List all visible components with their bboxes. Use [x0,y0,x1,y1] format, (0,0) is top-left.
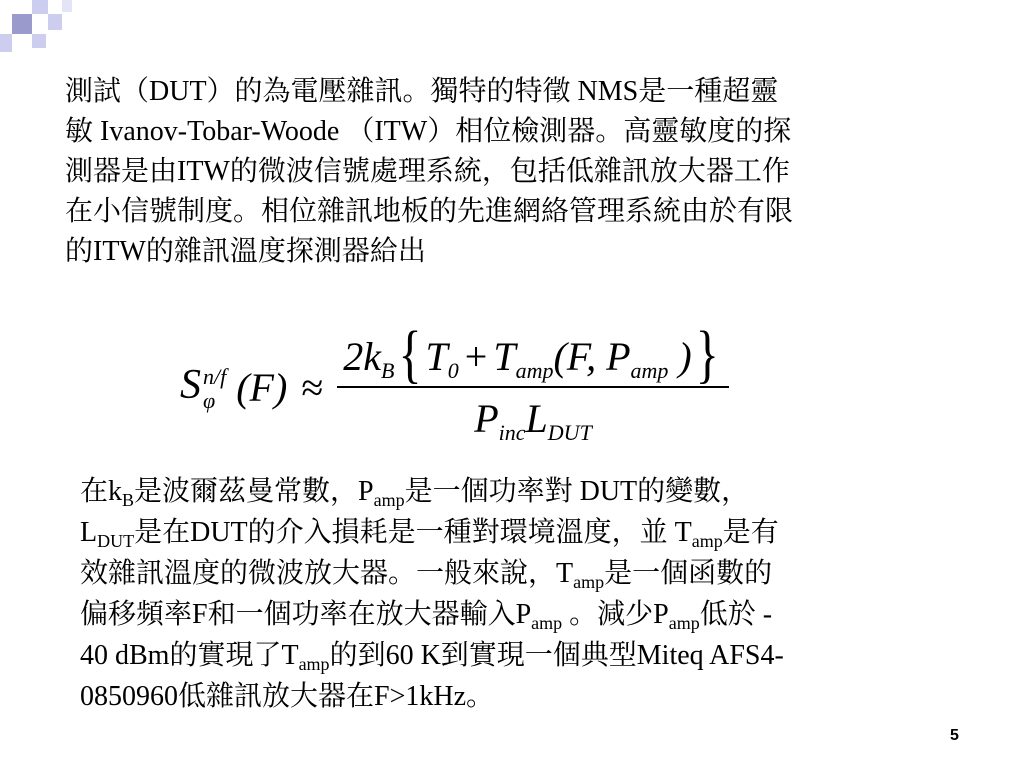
term-t: T [493,334,516,379]
decor-square [12,14,32,34]
decor-square [32,34,46,48]
page-number: 5 [950,727,959,744]
text-run: 是一個函數的 [604,558,773,589]
text-run: 的到60 K到實現一個典型Miteq AFS4- [329,640,784,671]
subscript: amp [373,490,405,510]
text-run: 低於 - [699,599,773,630]
text-line [80,676,784,717]
right-brace: } [695,318,719,391]
subscript: amp [668,613,700,633]
symbol-s: S [180,362,201,409]
text-line [80,553,784,594]
subscript-amp: amp [515,358,554,383]
text-line [80,512,784,553]
text-line [80,471,784,512]
noise-equation [180,318,729,445]
text-run: L [80,517,98,548]
term-f-p: (F, P [553,334,631,379]
subscript: amp [691,531,723,551]
text-run: 是有 [722,517,779,548]
denominator [474,388,592,444]
subscript-amp: amp [630,358,669,383]
superscript-nf: n/f [203,363,227,389]
text-line: 的ITW的雜訊溫度探測器給出 [65,236,426,267]
text-run: 是一個功率對 DUT的變數， [404,476,750,507]
text-line: 測器是由ITW的微波信號處理系統，包括低雜訊放大器工作 [65,156,790,187]
subscript-0: 0 [447,358,459,383]
subscript-dut: DUT [547,420,592,445]
text-line [80,594,784,635]
text-run: 在k [80,476,123,507]
text-run: 是在DUT的介入損耗是一種對環境溫度，並 T [134,517,692,548]
text-line: 敏 Ivanov-Tobar-Woode （ITW）相位檢測器。高靈敏度的探 [65,116,792,147]
intro-paragraph [65,72,793,272]
subscript-phi: φ [203,387,216,413]
fraction [337,318,729,445]
subscript: amp [531,613,563,633]
subscript-b: B [381,358,395,383]
term-l: L [525,396,548,441]
text-run: 0850960低雜訊放大器在F>1kHz。 [80,681,495,712]
text-run: 。減少P [562,599,669,630]
subscript: amp [573,572,605,592]
term-2k: 2k [343,334,382,379]
subscript: amp [298,654,330,674]
equation-lhs [180,361,226,413]
subscript-inc: inc [498,420,526,445]
symbol-scripts [203,365,226,413]
term-p: P [474,396,499,441]
text-line [80,635,784,676]
subscript: B [122,490,135,510]
text-run: 偏移頻率F和一個功率在放大器輸入P [80,599,532,630]
text-run: 是波爾茲曼常數，P [134,476,374,507]
right-paren: ) [678,334,692,379]
decor-square [0,34,12,52]
left-brace: { [398,318,422,391]
subscript: DUT [97,531,135,551]
text-run: 效雜訊溫度的微波放大器。一般來說，T [80,558,574,589]
lhs-argument: (F) [236,364,288,410]
approx-sign: ≈ [301,364,324,410]
numerator [337,318,729,391]
text-run: 40 dBm的實現了T [80,640,299,671]
decor-square [32,0,48,14]
decor-square [48,14,62,30]
text-line: 測試（DUT）的為電壓雜訊。獨特的特徵 NMS是一種超靈 [65,76,779,107]
text-line: 在小信號制度。相位雜訊地板的先進網絡管理系統由於有限 [65,196,794,227]
decor-square [62,0,72,12]
term-t: T [425,334,448,379]
explanation-paragraph [80,471,784,717]
plus-sign: + [464,334,488,379]
